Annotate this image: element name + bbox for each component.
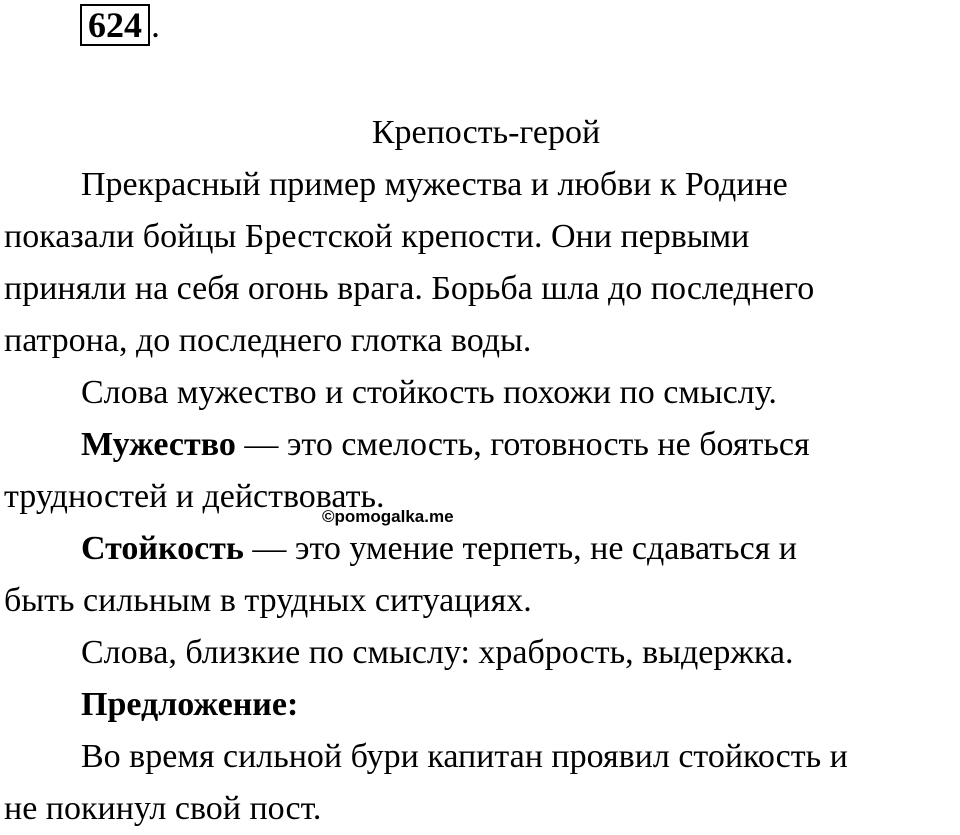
paragraph1-line: патрона, до последнего глотка воды.	[4, 322, 532, 359]
text-body	[4, 107, 948, 835]
sentence-line: Во время сильной бури капитан проявил стойкость и	[81, 738, 848, 775]
synonyms-line: Слова, близкие по смыслу: храбрость, выдержка.	[81, 634, 794, 671]
sentence-line: не покинул свой пост.	[4, 790, 322, 827]
sentence-heading	[4, 679, 948, 731]
definition-musestvo	[4, 419, 948, 471]
definition-musestvo-text: — это смелость, готовность не бояться	[235, 426, 810, 463]
text-title: Крепость-герой	[371, 114, 601, 151]
watermark: ©pomogalka.me	[322, 507, 454, 526]
term-musestvo: Мужество	[81, 426, 236, 463]
paragraph2: Слова мужество и стойкость похожи по смыслу.	[81, 374, 777, 411]
exercise-number-dot: .	[151, 5, 160, 45]
definition-stoikost	[4, 523, 948, 575]
definition-musestvo-line2: трудностей и действовать.	[4, 478, 385, 515]
exercise-number-box: 624	[80, 4, 150, 46]
definition-stoikost-text: — это умение терпеть, не сдаваться и	[243, 530, 797, 567]
sentence-heading-text: Предложение:	[81, 686, 299, 723]
term-stoikost: Стойкость	[81, 530, 244, 567]
paragraph1-line: приняли на себя огонь врага. Борьба шла до последнего	[4, 270, 815, 307]
paragraph1-line: Прекрасный пример мужества и любви к Родине	[81, 166, 788, 203]
definition-stoikost-line2: быть сильным в трудных ситуациях.	[4, 582, 532, 619]
paragraph1-line: показали бойцы Брестской крепости. Они первыми	[4, 218, 750, 255]
exercise-number	[80, 4, 160, 44]
